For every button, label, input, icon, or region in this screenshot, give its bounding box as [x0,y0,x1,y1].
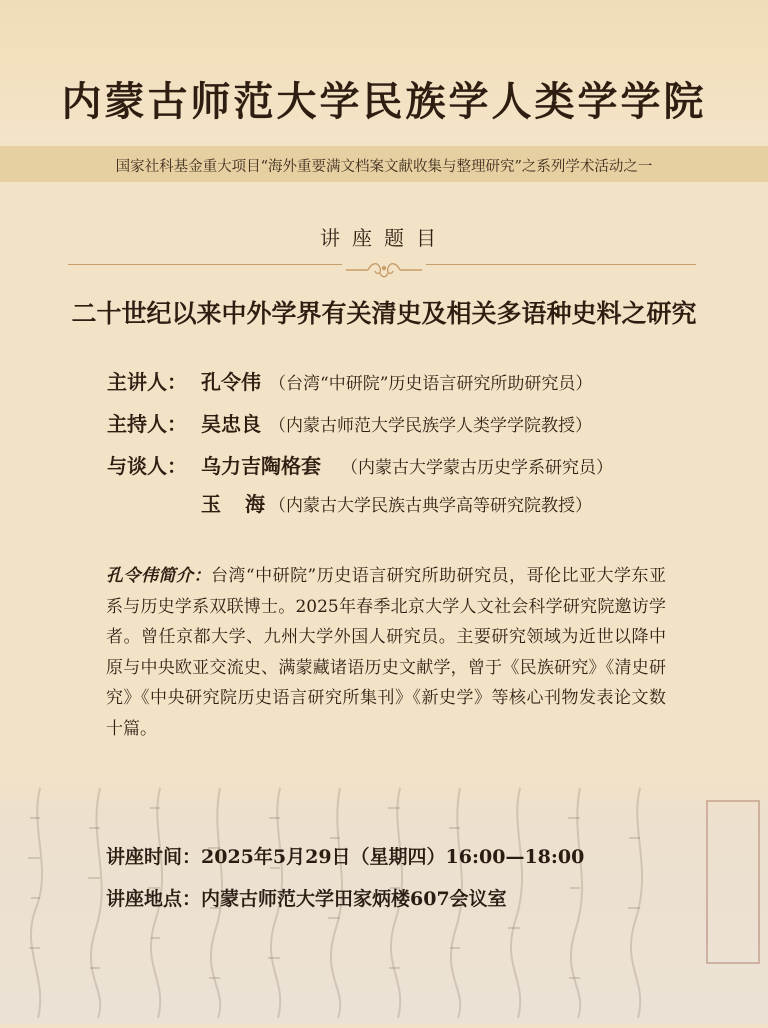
bio-text: 台湾“中研院”历史语言研究所助研究员，哥伦比亚大学东亚系与历史学系双联博士。2025年春季北京大学人文社会科学研究院邀访学者。曾任京都大学、九州大学外国人研究员。主要研究领域为近世以降中原与中央欧亚交流史、满蒙藏诸语历史文献学，曾于《民族研究》《清史研究》《中央研究院历史语言研究所集刊》《新史学》等核心刊物发表论文数十篇。 [106,566,667,739]
person-name: 玉海 [201,492,289,516]
speaker-bio [106,561,666,744]
role-label: 主持人： [107,412,187,436]
event-place [106,884,507,911]
role-label: 主讲人： [107,370,187,394]
event-place-value: 内蒙古师范大学田家炳楼607会议室 [201,888,507,910]
bio-label: 孔令伟简介： [106,566,211,586]
person-affiliation: （内蒙古大学民族古典学高等研究院教授） [269,496,592,516]
event-place-label: 讲座地点： [106,888,202,910]
college-title: 内蒙古师范大学民族学人类学学院 [61,78,707,125]
person-affiliation: （内蒙古师范大学民族学人类学学院教授） [269,416,592,436]
project-subtitle: 国家社科基金重大项目“海外重要满文档案文献收集与整理研究”之系列学术活动之一 [115,159,653,175]
seal-icon [706,800,760,964]
person-name: 乌力吉陶格套 [201,454,321,478]
event-time-value: 2025年5月29日（星期四）16:00—18:00 [201,846,585,868]
person-name: 吴忠良 [201,412,261,436]
ornament-icon [342,259,426,281]
section-heading: 讲座题目 [320,226,448,250]
person-name: 孔令伟 [201,370,261,394]
event-time-label: 讲座时间： [106,846,202,868]
person-affiliation: （内蒙古大学蒙古历史学系研究员） [341,458,613,478]
role-label: 与谈人： [107,454,187,478]
lecture-title: 二十世纪以来中外学界有关清史及相关多语种史料之研究 [71,299,697,328]
person-affiliation: （台湾“中研院”历史语言研究所助研究员） [269,374,593,394]
event-time [106,842,584,869]
